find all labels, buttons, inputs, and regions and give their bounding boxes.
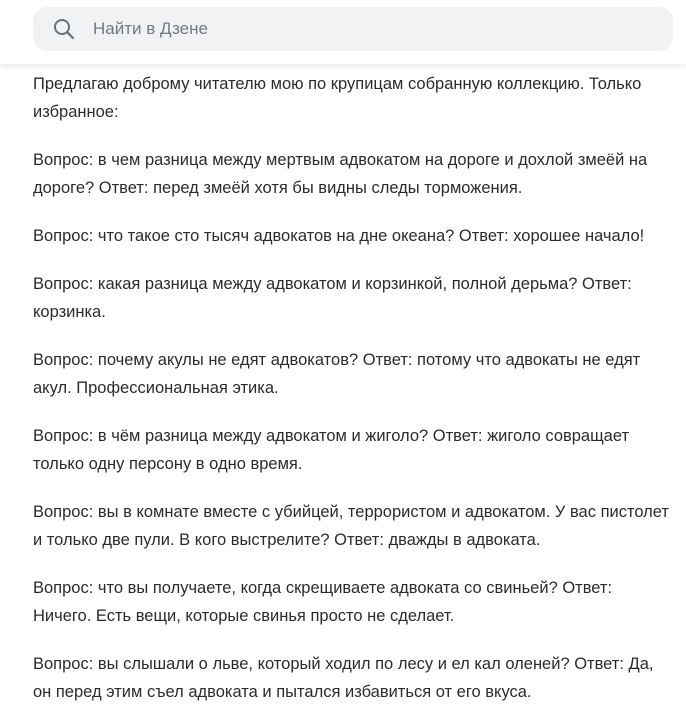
search-input[interactable]	[93, 7, 653, 51]
article-paragraph: Вопрос: почему акулы не едят адвокатов? Ответ: потому что адвокаты не едят акул. Профессиональная этика.	[33, 351, 641, 397]
article-paragraph: Вопрос: какая разница между адвокатом и корзинкой, полной дерьма? Ответ: корзинка.	[33, 275, 632, 321]
search-icon	[52, 17, 76, 41]
article-paragraph: Вопрос: что вы получаете, когда скрещиваете адвоката со свиньей? Ответ: Ничего. Есть вещи, которые свинья просто не сделает.	[33, 579, 613, 625]
article-paragraph: Предлагаю доброму читателю мою по крупицам собранную коллекцию. Только избранное:	[33, 75, 642, 121]
article-body	[33, 70, 673, 721]
top-bar	[0, 0, 686, 64]
article-paragraph: Вопрос: вы в комнате вместе с убийцей, террористом и адвокатом. У вас пистолет и только две пули. В кого выстрелите? Ответ: дважды в адвоката.	[33, 503, 669, 549]
article-paragraph: Вопрос: в чём разница между адвокатом и жиголо? Ответ: жиголо совращает только одну персону в одно время.	[33, 427, 630, 473]
article-paragraph: Вопрос: что такое сто тысяч адвокатов на дне океана? Ответ: хорошее начало!	[33, 227, 645, 245]
article-paragraph: Вопрос: вы слышали о льве, который ходил по лесу и ел кал оленей? Ответ: Да, он перед этим съел адвоката и пытался избавиться от его вкуса.	[33, 655, 654, 701]
search-box[interactable]	[33, 7, 673, 51]
article-paragraph: Вопрос: в чем разница между мертвым адвокатом на дороге и дохлой змеёй на дороге? Ответ: перед змеёй хотя бы видны следы торможения.	[33, 151, 648, 197]
